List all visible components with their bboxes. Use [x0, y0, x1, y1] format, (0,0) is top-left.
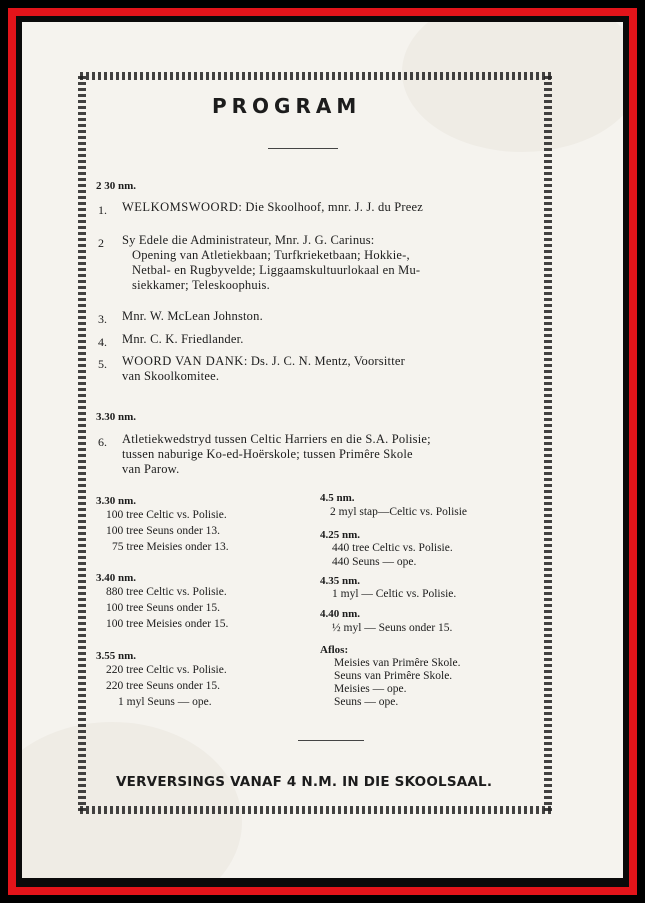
right-block5-label: Aflos: [320, 644, 349, 656]
session2-time: 3.30 nm. [96, 411, 137, 423]
item3-text: Mnr. W. McLean Johnston. [122, 309, 263, 323]
right-block5-event3: Meisies — ope. [334, 683, 407, 695]
page-title: PROGRAM [212, 94, 362, 118]
paper-stain [402, 22, 623, 152]
left-block3-time: 3.55 nm. [96, 650, 137, 662]
right-block2-time: 4.25 nm. [320, 529, 361, 541]
right-block1-time: 4.5 nm. [320, 492, 355, 504]
footer-rule [298, 740, 364, 741]
item5-number: 5. [98, 357, 107, 371]
item2-line2: Opening van Atletiekbaan; Turfkrieketbaan; Hokkie-, [132, 248, 410, 262]
left-block3-event3: 1 myl Seuns — ope. [118, 696, 212, 708]
right-block4-event1: ½ myl — Seuns onder 15. [332, 622, 453, 634]
border-top [80, 72, 552, 80]
right-block3-time: 4.35 nm. [320, 575, 361, 587]
left-block1-time: 3.30 nm. [96, 495, 137, 507]
left-block1-event2: 100 tree Seuns onder 13. [106, 525, 221, 537]
item5-rest: : Ds. J. C. N. Mentz, Voorsitter [243, 354, 405, 368]
left-block2-event2: 100 tree Seuns onder 15. [106, 602, 221, 614]
session1-time: 2 30 nm. [96, 180, 137, 192]
left-block2-event1: 880 tree Celtic vs. Polisie. [106, 586, 227, 598]
item2-number: 2 [98, 236, 104, 250]
program-sheet [22, 22, 623, 878]
right-block4-time: 4.40 nm. [320, 608, 361, 620]
item4-text: Mnr. C. K. Friedlander. [122, 332, 244, 346]
item5-text [122, 354, 405, 369]
title-rule [268, 148, 338, 149]
left-block2-time: 3.40 nm. [96, 572, 137, 584]
item6-number: 6. [98, 435, 107, 449]
item2-line3: Netbal- en Rugbyvelde; Liggaamskultuurlokaal en Mu- [132, 263, 421, 277]
item2-line1: Sy Edele die Administrateur, Mnr. J. G. Carinus: [122, 233, 375, 247]
border-bottom [80, 806, 552, 814]
left-block1-event3: 75 tree Meisies onder 13. [112, 541, 229, 553]
right-block5-event4: Seuns — ope. [334, 696, 399, 708]
border-left [78, 76, 86, 812]
right-block5-event1: Meisies van Primêre Skole. [334, 657, 461, 669]
left-block3-event1: 220 tree Celtic vs. Polisie. [106, 664, 227, 676]
item2-line4: siekkamer; Teleskoophuis. [132, 278, 270, 292]
right-block2-event1: 440 tree Celtic vs. Polisie. [332, 542, 453, 554]
right-block1-event1: 2 myl stap—Celtic vs. Polisie [330, 506, 468, 518]
item1-text [122, 200, 423, 215]
border-right [544, 76, 552, 812]
left-block3-event2: 220 tree Seuns onder 15. [106, 680, 221, 692]
item6-line2: tussen naburige Ko-ed-Hoërskole; tussen Primêre Skole [122, 447, 413, 461]
item1-rest: : Die Skoolhoof, mnr. J. J. du Preez [238, 200, 424, 214]
item5-line2: van Skoolkomitee. [122, 369, 220, 383]
item5-lead: WOORD VAN DANK [122, 354, 244, 368]
item4-number: 4. [98, 335, 107, 349]
left-block1-event1: 100 tree Celtic vs. Polisie. [106, 509, 227, 521]
item6-line1: Atletiekwedstryd tussen Celtic Harriers en die S.A. Polisie; [122, 432, 431, 446]
right-block3-event1: 1 myl — Celtic vs. Polisie. [332, 588, 457, 600]
item3-number: 3. [98, 312, 107, 326]
left-block2-event3: 100 tree Meisies onder 15. [106, 618, 229, 630]
paper-stain [22, 722, 242, 878]
item6-line3: van Parow. [122, 462, 180, 476]
footer-note: VERVERSINGS VANAF 4 N.M. IN DIE SKOOLSAAL. [116, 774, 493, 790]
right-block2-event2: 440 Seuns — ope. [332, 556, 417, 568]
item1-number: 1. [98, 203, 107, 217]
item1-lead: WELKOMSWOORD [122, 200, 239, 214]
right-block5-event2: Seuns van Primêre Skole. [334, 670, 453, 682]
